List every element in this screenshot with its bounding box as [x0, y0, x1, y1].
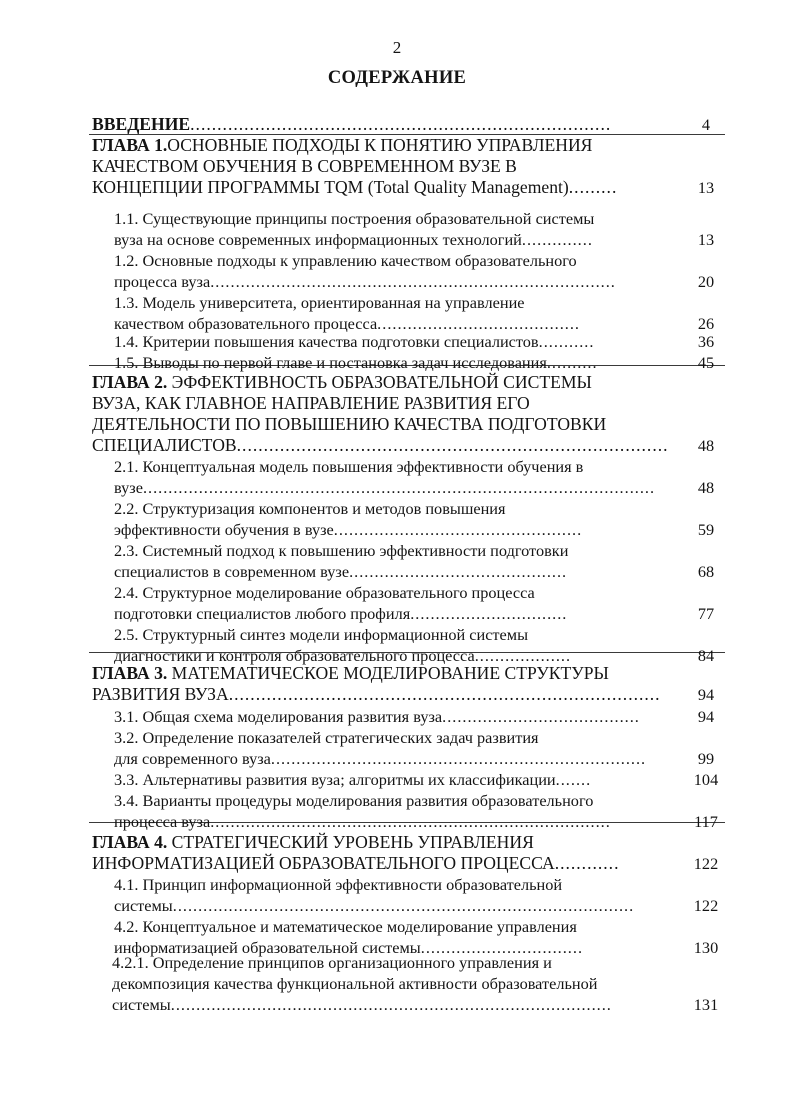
page-ref: 20 [697, 272, 715, 291]
page-ref: 59 [697, 520, 715, 539]
entry-text: КОНЦЕПЦИИ ПРОГРАММЫ TQM (Total Quality Management) [92, 177, 569, 197]
entry-text: процесса вуза [114, 272, 211, 291]
entry-text: для современного вуза [114, 749, 271, 768]
entry-text: диагностики и контроля образовательного процесса [114, 646, 475, 665]
entry-text: 4.2.1. Определение принципов организационного управления и [112, 953, 552, 972]
toc-entry-line [114, 874, 690, 895]
toc-entry-line [114, 895, 684, 916]
toc-entry-line [114, 250, 690, 271]
toc-entry-line [114, 208, 690, 229]
entry-text: вузе [114, 478, 143, 497]
page-ref: 13 [697, 178, 715, 197]
entry-text: 1.2. Основные подходы к управлению качеством образовательного [114, 251, 577, 270]
toc-entry-line [114, 456, 690, 477]
entry-text: 4.2. Концептуальное и математическое моделирование управления [114, 917, 577, 936]
page-ref: 94 [697, 707, 715, 726]
page-ref: 48 [697, 478, 715, 497]
page-ref: 84 [697, 646, 715, 665]
page-ref: 4 [701, 115, 711, 134]
page-ref: 131 [693, 995, 719, 1014]
page-ref: 94 [697, 685, 715, 704]
toc-entry-line [114, 603, 684, 624]
entry-text: 1.4. Критерии повышения качества подготовки специалистов [114, 332, 539, 351]
dot-leader: ................................................................................ [210, 272, 616, 291]
entry-text: качеством образовательного процесса [114, 314, 378, 333]
entry-text: ДЕЯТЕЛЬНОСТИ ПО ПОВЫШЕНИЮ КАЧЕСТВА ПОДГОТОВКИ [92, 414, 607, 434]
toc-entry-line [114, 748, 684, 769]
entry-text: вуза на основе современных информационных технологий [114, 230, 522, 249]
toc-entry-line [114, 727, 690, 748]
page-ref: 48 [697, 436, 715, 455]
entry-text: системы [112, 995, 171, 1014]
page-ref: 26 [697, 314, 715, 333]
dot-leader: .......... [546, 353, 598, 372]
toc-entry-line [92, 435, 684, 456]
entry-text: эффективности обучения в вузе [114, 520, 334, 539]
page-ref: 45 [697, 353, 715, 372]
toc-entry-line [92, 156, 690, 177]
dot-leader: ................................................................................ [236, 435, 669, 455]
chapter-label: ГЛАВА 3. [92, 663, 168, 683]
page-ref: 36 [697, 332, 715, 351]
dot-leader: ............................................................................... [210, 812, 611, 831]
dot-leader: ....................................... [442, 707, 640, 726]
dot-leader: ....................................................................................... [170, 995, 612, 1014]
dot-leader: .............. [521, 230, 593, 249]
toc-entry-line [114, 498, 690, 519]
toc-entry-line [92, 684, 684, 705]
toc-entry-line [114, 477, 684, 498]
toc-entry-line [114, 229, 684, 250]
entry-text: СПЕЦИАЛИСТОВ [92, 435, 237, 455]
entry-text: специалистов в современном вузе [114, 562, 350, 581]
toc-entry-line [114, 271, 684, 292]
toc-entry-line [92, 414, 690, 435]
toc-entry-line [114, 916, 690, 937]
dot-leader: ........................................ [377, 314, 580, 333]
entry-text: информатизацией образовательной системы [114, 938, 421, 957]
toc-entry-line [114, 769, 684, 790]
toc-entry-line [114, 706, 684, 727]
toc-entry-line [92, 177, 684, 198]
toc-entry-line [92, 114, 684, 135]
toc-entry-line [112, 973, 690, 994]
chapter-title-text: МАТЕМАТИЧЕСКОЕ МОДЕЛИРОВАНИЕ СТРУКТУРЫ [167, 663, 609, 683]
dot-leader: ............ [554, 853, 620, 873]
chapter-title-text: ЭФФЕКТИВНОСТЬ ОБРАЗОВАТЕЛЬНОЙ СИСТЕМЫ [167, 372, 592, 392]
entry-text: 3.3. Альтернативы развития вуза; алгоритмы их классификации [114, 770, 556, 789]
dot-leader: ............................... [410, 604, 568, 623]
toc-entry-line [114, 540, 690, 561]
entry-text: ВУЗА, КАК ГЛАВНОЕ НАПРАВЛЕНИЕ РАЗВИТИЯ ЕГО [92, 393, 530, 413]
entry-text: 2.3. Системный подход к повышению эффективности подготовки [114, 541, 569, 560]
toc-entry-line [114, 292, 690, 313]
entry-text: 1.3. Модель университета, ориентированная на управление [114, 293, 525, 312]
page-ref: 68 [697, 562, 715, 581]
entry-text: процесса вуза [114, 812, 211, 831]
toc-entry-line [92, 853, 684, 874]
entry-text: системы [114, 896, 173, 915]
chapter-label: ГЛАВА 4. [92, 832, 168, 852]
page-ref: 99 [697, 749, 715, 768]
toc-entry-line [114, 561, 684, 582]
dot-leader: ................... [474, 646, 572, 665]
chapter-label: ГЛАВА 1. [92, 135, 168, 155]
dot-leader: ..................................................................................................... [142, 478, 656, 497]
toc-entry-line [92, 372, 690, 393]
dot-leader: ........... [538, 332, 595, 351]
toc-entry-line [114, 331, 684, 352]
page-ref: 122 [693, 854, 719, 873]
dot-leader: .............................................................................. [190, 114, 612, 134]
page-ref: 104 [693, 770, 719, 789]
entry-text: декомпозиция качества функциональной активности образовательной [112, 974, 598, 993]
dot-leader: ................................................. [333, 520, 583, 539]
chapter-title-text: ОСНОВНЫЕ ПОДХОДЫ К ПОНЯТИЮ УПРАВЛЕНИЯ [167, 135, 593, 155]
entry-text: 3.4. Варианты процедуры моделирования развития образовательного [114, 791, 594, 810]
toc-entry-line [114, 352, 684, 373]
entry-text: РАЗВИТИЯ ВУЗА [92, 684, 229, 704]
table-of-contents [0, 114, 794, 1074]
entry-text: КАЧЕСТВОМ ОБУЧЕНИЯ В СОВРЕМЕННОМ ВУЗЕ В [92, 156, 517, 176]
page-title: СОДЕРЖАНИЕ [327, 68, 467, 88]
dot-leader: .......................................................................... [270, 749, 647, 768]
entry-text: 1.5. Выводы по первой главе и постановка задач исследования [114, 353, 547, 372]
toc-entry-line [92, 663, 690, 684]
dot-leader: ......... [568, 177, 618, 197]
page-ref: 117 [694, 812, 718, 831]
entry-text: 2.4. Структурное моделирование образовательного процесса [114, 583, 535, 602]
toc-entry-line [92, 832, 690, 853]
chapter-label: ВВЕДЕНИЕ [92, 114, 191, 134]
entry-text: 4.1. Принцип информационной эффективности образовательной [114, 875, 563, 894]
entry-text: подготовки специалистов любого профиля [114, 604, 411, 623]
dot-leader: ........................................... [349, 562, 568, 581]
page-ref: 122 [693, 896, 719, 915]
toc-entry-line [112, 952, 690, 973]
toc-entry-line [114, 519, 684, 540]
toc-entry-line [114, 811, 684, 832]
toc-entry-line [114, 582, 690, 603]
page-ref: 130 [693, 938, 719, 957]
dot-leader: ................................................................................ [228, 684, 661, 704]
toc-entry-line [92, 393, 690, 414]
entry-text: 1.1. Существующие принципы построения образовательной системы [114, 209, 595, 228]
toc-entry-line [112, 994, 684, 1015]
entry-text: 3.2. Определение показателей стратегических задач развития [114, 728, 539, 747]
entry-text: 2.1. Концептуальная модель повышения эффективности обучения в [114, 457, 584, 476]
dot-leader: ........................................................................................... [172, 896, 635, 915]
entry-text: ИНФОРМАТИЗАЦИЕЙ ОБРАЗОВАТЕЛЬНОГО ПРОЦЕССА [92, 853, 555, 873]
dot-leader: ................................ [420, 938, 584, 957]
toc-entry-line [92, 135, 690, 156]
entry-text: 2.5. Структурный синтез модели информационной системы [114, 625, 529, 644]
toc-entry-line [114, 790, 690, 811]
page-number: 2 [392, 38, 402, 57]
entry-text: 2.2. Структуризация компонентов и методов повышения [114, 499, 506, 518]
chapter-label: ГЛАВА 2. [92, 372, 168, 392]
entry-text: 3.1. Общая схема моделирования развития вуза [114, 707, 443, 726]
toc-entry-line [114, 624, 690, 645]
page-ref: 13 [697, 230, 715, 249]
dot-leader: ....... [555, 770, 592, 789]
page-ref: 77 [697, 604, 715, 623]
chapter-title-text: СТРАТЕГИЧЕСКИЙ УРОВЕНЬ УПРАВЛЕНИЯ [167, 832, 534, 852]
